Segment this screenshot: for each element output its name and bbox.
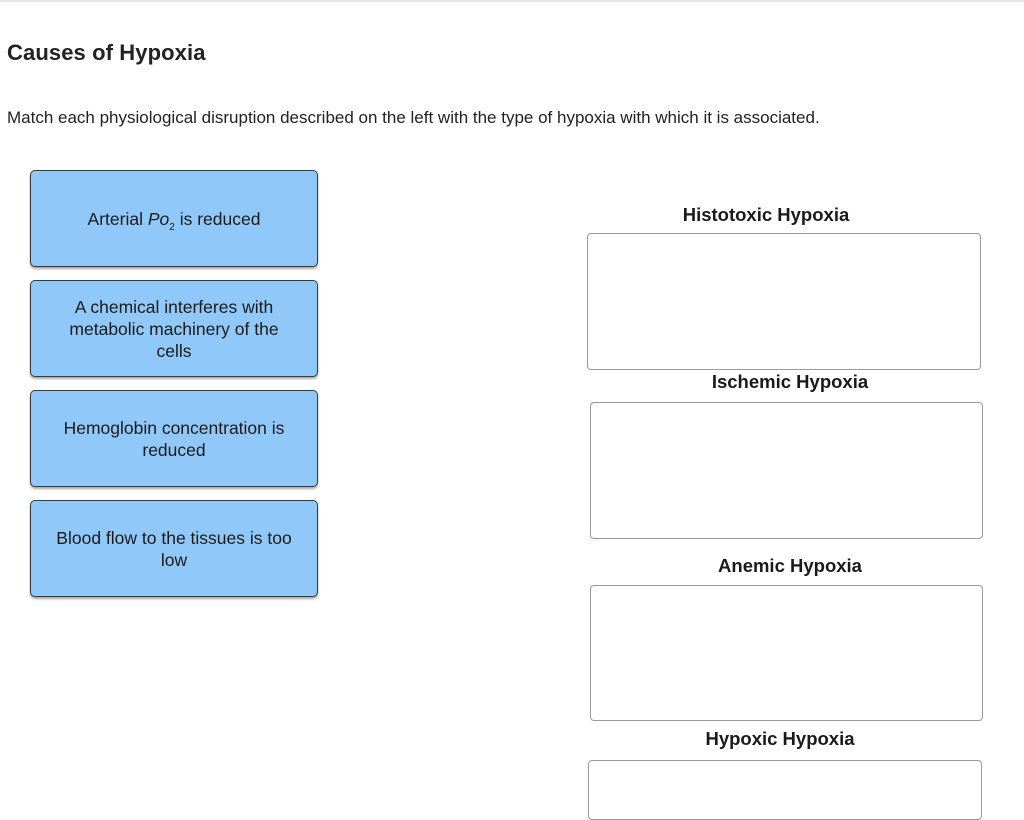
- target-label-ischemic: Ischemic Hypoxia: [711, 371, 869, 392]
- dropzone-histotoxic[interactable]: [587, 233, 981, 370]
- top-divider: [0, 0, 1024, 2]
- card-label: Arterial $Po_2$ is reduced: [87, 208, 261, 233]
- dropzone-ischemic[interactable]: [590, 402, 983, 539]
- target-label-hypoxic: Hypoxic Hypoxia: [705, 728, 855, 749]
- draggable-card-arterial-po2[interactable]: [30, 170, 318, 267]
- draggable-card-chemical-interference[interactable]: [30, 280, 318, 377]
- dropzone-hypoxic[interactable]: [588, 760, 982, 820]
- draggable-card-hemoglobin-reduced[interactable]: [30, 390, 318, 487]
- card-label: A chemical interferes with metabolic machinery of the cells: [69, 296, 279, 361]
- instructions-text: Match each physiological disruption described on the left with the type of hypoxia with which it is associated.: [7, 108, 820, 127]
- target-label-histotoxic: Histotoxic Hypoxia: [682, 204, 850, 225]
- dropzone-anemic[interactable]: [590, 585, 983, 721]
- draggable-card-blood-flow-low[interactable]: [30, 500, 318, 597]
- card-label: Hemoglobin concentration is reduced: [63, 417, 285, 460]
- card-label: Blood flow to the tissues is too low: [56, 527, 292, 570]
- page-title: Causes of Hypoxia: [7, 40, 206, 65]
- target-label-anemic: Anemic Hypoxia: [718, 555, 862, 576]
